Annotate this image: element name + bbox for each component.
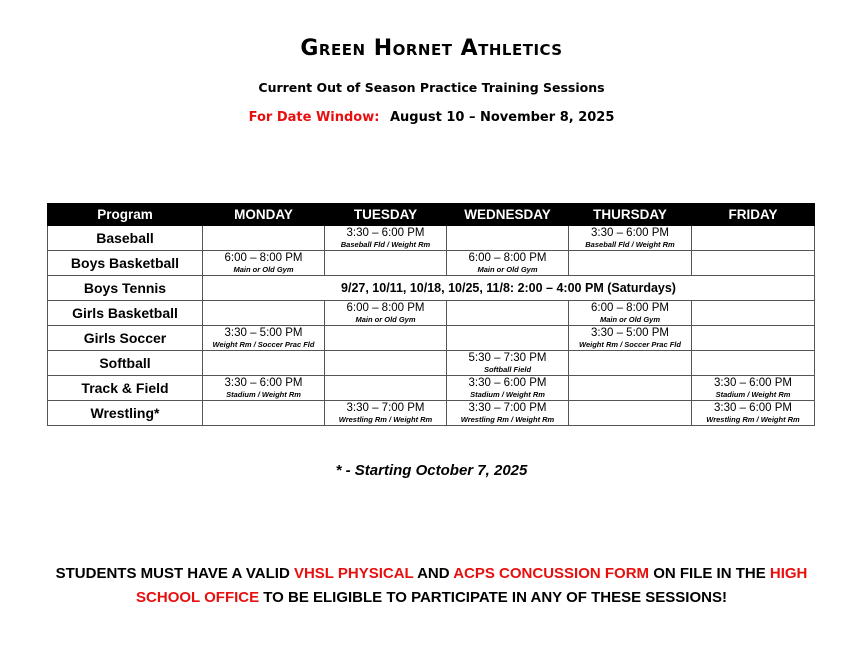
schedule-cell — [569, 301, 692, 326]
session-location: Weight Rm / Soccer Prac Fld — [212, 339, 315, 349]
schedule-cell — [325, 401, 447, 426]
program-name: Softball — [48, 351, 203, 376]
session-location: Baseball Fld / Weight Rm — [585, 239, 675, 249]
notice-highlight: ACPS CONCUSSION FORM — [453, 565, 650, 582]
session-time: 6:00 – 8:00 PM — [591, 302, 669, 314]
schedule-cell — [203, 376, 325, 401]
schedule-cell — [692, 251, 815, 276]
notice-text: ON FILE IN THE — [649, 565, 770, 582]
session-time: 3:30 – 6:00 PM — [714, 402, 792, 414]
schedule-cell — [447, 326, 569, 351]
session-time: 3:30 – 7:00 PM — [346, 402, 425, 414]
table-row — [48, 401, 815, 426]
table-row — [48, 251, 815, 276]
program-name: Boys Basketball — [48, 251, 203, 276]
column-header: WEDNESDAY — [447, 204, 569, 226]
session-time: 3:30 – 6:00 PM — [714, 377, 792, 389]
session-location: Wrestling Rm / Weight Rm — [706, 414, 800, 424]
program-name: Boys Tennis — [48, 276, 203, 301]
notice-highlight: HIGH SCHOOL OFFICE — [136, 565, 808, 606]
notice-text: AND — [413, 565, 454, 582]
session-time: 6:00 – 8:00 PM — [468, 252, 547, 264]
table-row — [48, 226, 815, 251]
session-time: 6:00 – 8:00 PM — [346, 302, 425, 314]
schedule-cell — [203, 226, 325, 251]
schedule-cell — [447, 301, 569, 326]
session-time: 3:30 – 7:00 PM — [468, 402, 547, 414]
footnote: * - Starting October 7, 2025 — [335, 462, 528, 479]
schedule-cell — [569, 326, 692, 351]
page-subtitle: Current Out of Season Practice Training Sessions — [258, 80, 605, 95]
schedule-cell — [203, 351, 325, 376]
table-row — [48, 326, 815, 351]
schedule-cell — [692, 326, 815, 351]
session-time: 3:30 – 5:00 PM — [591, 327, 669, 339]
schedule-cell — [447, 251, 569, 276]
session-time: 6:00 – 8:00 PM — [224, 252, 303, 264]
column-header: Program — [48, 204, 203, 226]
schedule-cell — [569, 401, 692, 426]
table-row — [48, 376, 815, 401]
session-time: 3:30 – 6:00 PM — [591, 227, 669, 239]
schedule-cell — [569, 376, 692, 401]
spanning-schedule-cell: 9/27, 10/11, 10/18, 10/25, 11/8: 2:00 – 4:00 PM (Saturdays) — [203, 276, 815, 301]
schedule-cell — [325, 301, 447, 326]
eligibility-notice — [45, 562, 818, 610]
schedule-cell — [692, 226, 815, 251]
table-header-row — [48, 204, 815, 226]
notice-text: TO BE ELIGIBLE TO PARTICIPATE IN ANY OF THESE SESSIONS! — [259, 589, 727, 606]
schedule-cell — [692, 301, 815, 326]
schedule-cell — [447, 376, 569, 401]
program-name: Wrestling* — [48, 401, 203, 426]
schedule-cell — [692, 376, 815, 401]
schedule-cell — [569, 351, 692, 376]
page-title: Green Hornet Athletics — [300, 36, 563, 61]
session-location: Wrestling Rm / Weight Rm — [460, 414, 555, 424]
notice-text: STUDENTS MUST HAVE A VALID — [55, 565, 294, 582]
column-header: TUESDAY — [325, 204, 447, 226]
session-location: Stadium / Weight Rm — [470, 389, 545, 399]
table-row — [48, 276, 815, 301]
schedule-cell — [325, 351, 447, 376]
table-row — [48, 301, 815, 326]
schedule-cell — [692, 401, 815, 426]
column-header: MONDAY — [203, 204, 325, 226]
program-name: Track & Field — [48, 376, 203, 401]
session-time: 3:30 – 6:00 PM — [346, 227, 425, 239]
table-row — [48, 351, 815, 376]
session-location: Baseball Fld / Weight Rm — [340, 239, 431, 249]
session-location: Main or Old Gym — [233, 264, 294, 274]
schedule-cell — [447, 226, 569, 251]
schedule-cell — [203, 401, 325, 426]
session-time: 3:30 – 5:00 PM — [224, 327, 303, 339]
column-header: FRIDAY — [692, 204, 815, 226]
program-name: Girls Basketball — [48, 301, 203, 326]
schedule-cell — [325, 326, 447, 351]
schedule-cell — [569, 251, 692, 276]
session-time: 3:30 – 6:00 PM — [468, 377, 547, 389]
date-window — [0, 110, 863, 125]
session-location: Stadium / Weight Rm — [715, 389, 791, 399]
session-location: Softball Field — [483, 364, 532, 374]
session-location: Stadium / Weight Rm — [226, 389, 301, 399]
program-name: Girls Soccer — [48, 326, 203, 351]
column-header: THURSDAY — [569, 204, 692, 226]
session-location: Main or Old Gym — [599, 314, 660, 324]
notice-highlight: VHSL PHYSICAL — [293, 565, 414, 582]
schedule-cell — [203, 251, 325, 276]
session-location: Wrestling Rm / Weight Rm — [338, 414, 433, 424]
schedule-cell — [203, 301, 325, 326]
schedule-cell — [203, 326, 325, 351]
date-window-dates: August 10 – November 8, 2025 — [389, 110, 615, 125]
schedule-cell — [447, 351, 569, 376]
schedule-table — [47, 203, 815, 426]
schedule-cell — [325, 251, 447, 276]
date-window-label: For Date Window: — [248, 110, 380, 125]
schedule-cell — [692, 351, 815, 376]
schedule-cell — [325, 226, 447, 251]
program-name: Baseball — [48, 226, 203, 251]
session-location: Main or Old Gym — [355, 314, 416, 324]
schedule-cell — [447, 401, 569, 426]
schedule-cell — [569, 226, 692, 251]
session-time: 3:30 – 6:00 PM — [224, 377, 303, 389]
session-time: 5:30 – 7:30 PM — [468, 352, 547, 364]
schedule-cell — [325, 376, 447, 401]
session-location: Weight Rm / Soccer Prac Fld — [579, 339, 681, 349]
session-location: Main or Old Gym — [477, 264, 538, 274]
